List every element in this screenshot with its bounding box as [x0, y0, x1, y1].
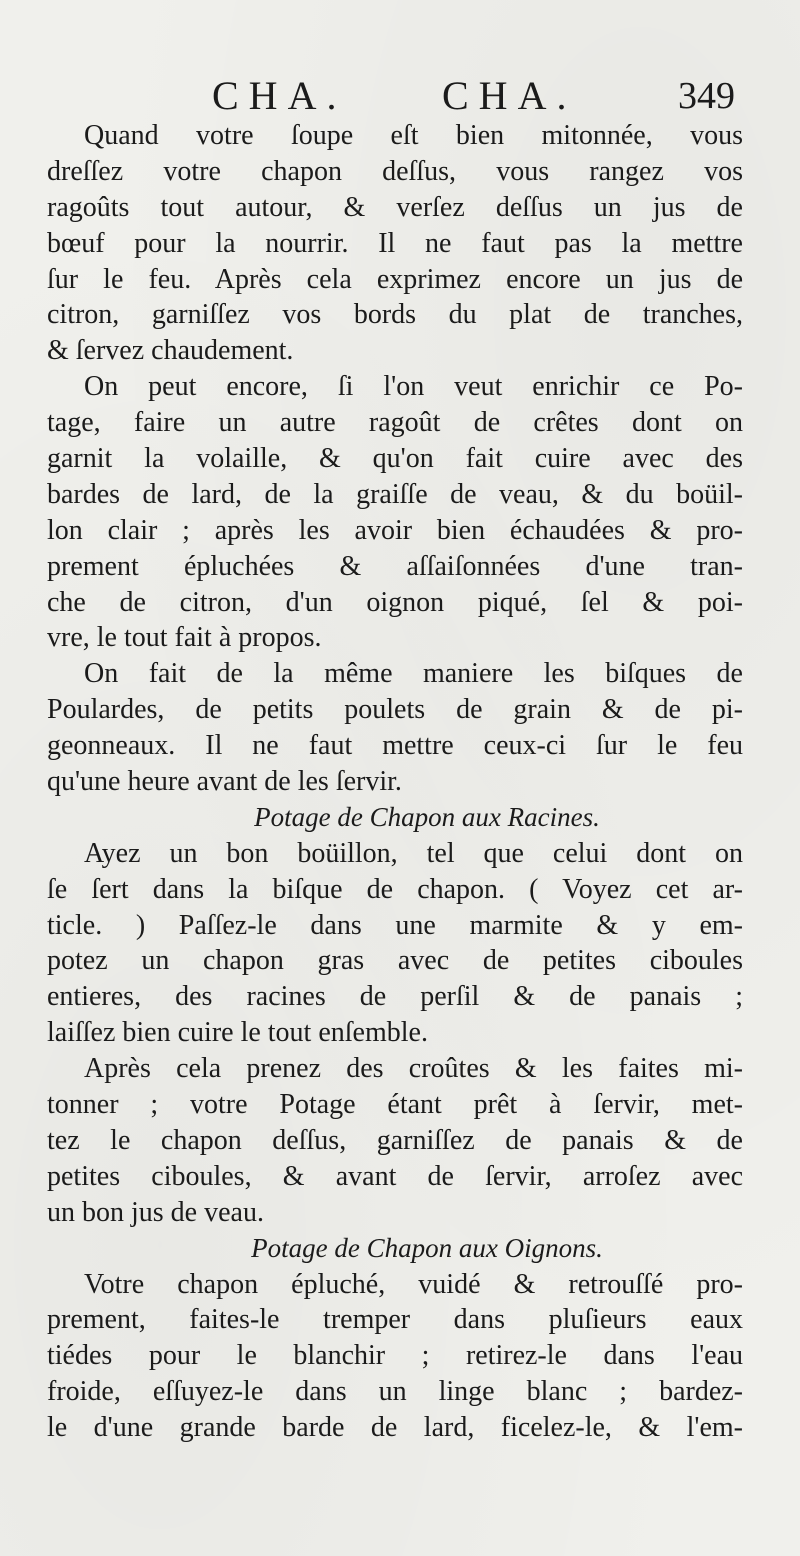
paragraph-line: qu'une heure avant de les ſervir.: [47, 766, 402, 798]
paragraph-line: tage, faire un autre ragoût de crêtes dont on: [47, 407, 743, 439]
paragraph-line: Ayez un bon boüillon, tel que celui dont on: [84, 837, 743, 869]
paragraph-line: tonner ; votre Potage étant prêt à ſervir, met-: [47, 1089, 743, 1121]
paragraph-line: citron, garniſſez vos bords du plat de tranches,: [47, 299, 743, 331]
paragraph-line: tez le chapon deſſus, garniſſez de panais & de: [47, 1124, 743, 1156]
paragraph-line: ticle. ) Paſſez-le dans une marmite & y em-: [47, 909, 743, 941]
paragraph-line: Poulardes, de petits poulets de grain & de pi-: [47, 694, 743, 726]
paragraph-line: vre, le tout fait à propos.: [47, 622, 322, 654]
paragraph-line: bœuf pour la nourrir. Il ne faut pas la mettre: [47, 227, 743, 259]
paragraph-line: tiédes pour le blanchir ; retirez-le dans l'eau: [47, 1340, 743, 1372]
paragraph-line: ſur le feu. Après cela exprimez encore un jus de: [47, 263, 743, 295]
body-text: [47, 118, 743, 1446]
paragraph-line: petites ciboules, & avant de ſervir, arroſez avec: [47, 1160, 743, 1192]
paragraph-line: Votre chapon épluché, vuidé & retrouſſé pro-: [84, 1268, 743, 1300]
page-number: 349: [678, 75, 735, 117]
paragraph-line: garnit la volaille, & qu'on fait cuire avec des: [47, 443, 743, 475]
paragraph-line: ragoûts tout autour, & verſez deſſus un jus de: [47, 191, 743, 223]
section-subtitle: Potage de Chapon aux Oignons.: [251, 1232, 603, 1263]
paragraph-line: bardes de lard, de la graiſſe de veau, & du boüil-: [47, 478, 743, 510]
header-left: CHA.: [212, 73, 347, 118]
paragraph-line: potez un chapon gras avec de petites ciboules: [47, 945, 743, 977]
paragraph-line: Après cela prenez des croûtes & les faites mi-: [84, 1053, 743, 1085]
paragraph-line: On fait de la même maniere les biſques de: [84, 658, 743, 690]
paragraph-line: laiſſez bien cuire le tout enſemble.: [47, 1017, 428, 1049]
paragraph-line: & ſervez chaudement.: [47, 335, 294, 367]
paragraph-line: dreſſez votre chapon deſſus, vous rangez vos: [47, 155, 743, 187]
paragraph-line: froide, eſſuyez-le dans un linge blanc ; bardez-: [47, 1376, 743, 1408]
paragraph-line: prement épluchées & aſſaiſonnées d'une tran-: [47, 550, 743, 582]
paragraph-line: entieres, des racines de perſil & de panais ;: [47, 981, 743, 1013]
paragraph-line: le d'une grande barde de lard, ficelez-le, & l'em-: [47, 1412, 743, 1444]
paragraph-line: Quand votre ſoupe eſt bien mitonnée, vous: [84, 120, 743, 151]
section-subtitle: Potage de Chapon aux Racines.: [254, 801, 600, 832]
paragraph-line: lon clair ; après les avoir bien échaudées & pro-: [47, 514, 743, 546]
paragraph-line: che de citron, d'un oignon piqué, ſel & poi-: [47, 586, 743, 618]
paragraph-line: prement, faites-le tremper dans pluſieurs eaux: [47, 1304, 743, 1336]
header-right: CHA.: [442, 73, 577, 118]
paragraph-line: geonneaux. Il ne faut mettre ceux-ci ſur le feu: [47, 730, 743, 762]
paragraph-line: On peut encore, ſi l'on veut enrichir ce Po-: [84, 371, 743, 403]
running-header: [0, 72, 800, 122]
paragraph-line: un bon jus de veau.: [47, 1196, 264, 1228]
paragraph-line: ſe ſert dans la biſque de chapon. ( Voyez cet ar-: [47, 873, 743, 905]
